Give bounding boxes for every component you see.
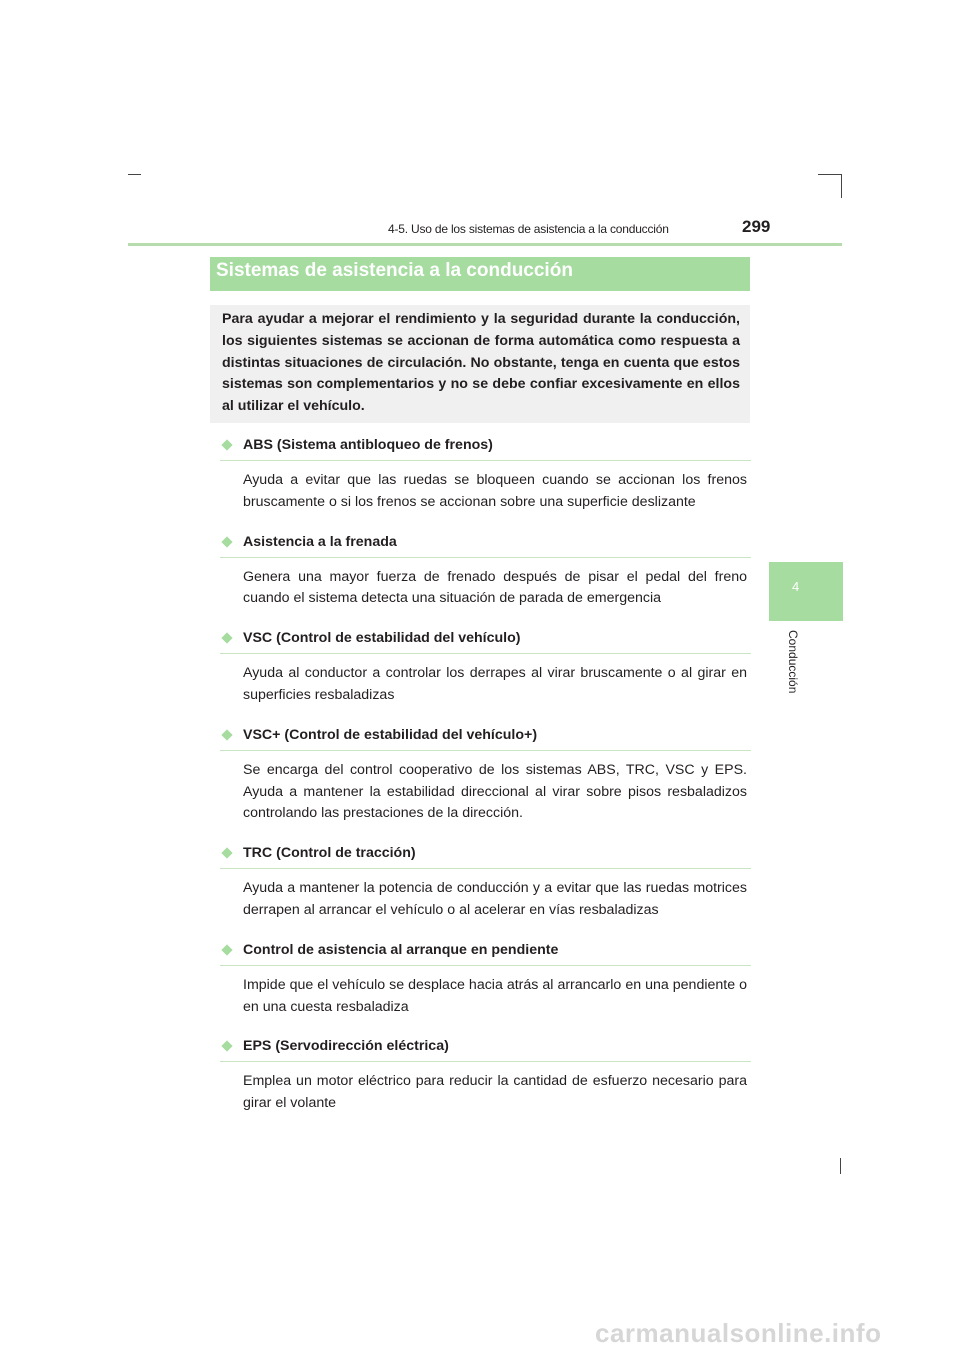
section-title: Sistemas de asistencia a la conducción <box>216 260 573 281</box>
section-label: 4-5. Uso de los sistemas de asistencia a la conducción <box>388 222 669 236</box>
page-number: 299 <box>742 217 771 236</box>
item-heading <box>220 626 751 654</box>
system-item-brake-assist <box>220 530 751 627</box>
crop-mark-top-right-v <box>841 174 842 198</box>
item-title: VSC (Control de estabilidad del vehículo) <box>243 630 521 647</box>
item-title: Control de asistencia al arranque en pendiente <box>243 941 559 958</box>
diamond-bullet-icon <box>221 536 232 547</box>
item-heading <box>220 433 751 461</box>
item-description: Impide que el vehículo se desplace hacia atrás al arrancarlo en una pendiente o en una cuesta resbaladiza <box>243 976 747 1015</box>
system-item-vsc <box>220 626 751 723</box>
item-title: Asistencia a la frenada <box>243 533 397 550</box>
item-description: Genera una mayor fuerza de frenado después de pisar el pedal del freno cuando el sistema detecta una situación de parada de emergencia <box>243 568 747 607</box>
item-description: Ayuda al conductor a controlar los derrapes al virar bruscamente o al girar en superficies resbaladizas <box>243 665 747 703</box>
item-description: Emplea un motor eléctrico para reducir la cantidad de esfuerzo necesario para girar el volante <box>243 1073 747 1112</box>
diamond-bullet-icon <box>221 944 232 955</box>
item-heading <box>220 841 751 869</box>
item-heading <box>220 1034 751 1062</box>
diamond-bullet-icon <box>221 848 232 859</box>
chapter-tab <box>769 562 843 621</box>
item-title: ABS (Sistema antibloqueo de frenos) <box>243 437 493 453</box>
system-item-hill-start-assist <box>220 938 751 1035</box>
item-description: Ayuda a evitar que las ruedas se bloqueen cuando se accionan los frenos bruscamente o si los frenos se accionan sobre una superficie deslizante <box>243 472 747 510</box>
system-item-eps <box>220 1034 751 1131</box>
item-heading <box>220 938 751 966</box>
watermark: carmanualsonline.info <box>595 1318 882 1348</box>
item-title: EPS (Servodirección eléctrica) <box>243 1038 449 1055</box>
item-description: Se encarga del control cooperativo de los sistemas ABS, TRC, VSC y EPS. Ayuda a mantener la estabilidad direccional al virar sobre pisos resbaladizos controlando las prestaciones de la dirección. <box>243 761 747 822</box>
crop-mark-bottom-right <box>840 1158 841 1174</box>
diamond-bullet-icon <box>221 633 232 644</box>
diamond-bullet-icon <box>221 439 232 450</box>
section-title-bar <box>210 257 750 291</box>
item-title: VSC+ (Control de estabilidad del vehículo+) <box>243 726 538 743</box>
diamond-bullet-icon <box>221 1041 232 1052</box>
chapter-number: 4 <box>792 579 800 594</box>
item-heading <box>220 530 751 558</box>
system-item-trc <box>220 841 751 938</box>
crop-mark-top-left <box>128 174 141 175</box>
item-description: Ayuda a mantener la potencia de conducción y a evitar que las ruedas motrices derrapen al arrancar el vehículo o al acelerar en vías resbaladizas <box>243 880 747 918</box>
crop-mark-top-right-h <box>818 174 842 175</box>
intro-text: Para ayudar a mejorar el rendimiento y la seguridad durante la conducción, los siguientes sistemas se accionan de forma automática como respuesta a distintas situaciones de circulación. No obstante, tenga en cuenta que estos sistemas son complementarios y no se debe confiar excesivamente en ellos al utilizar el vehículo. <box>222 311 740 415</box>
system-item-abs <box>220 433 751 530</box>
chapter-label: Conducción <box>786 630 800 694</box>
diamond-bullet-icon <box>221 729 232 740</box>
header-rule <box>128 243 842 246</box>
item-title: TRC (Control de tracción) <box>243 845 416 862</box>
system-item-vsc-plus <box>220 723 751 841</box>
item-heading <box>220 723 751 751</box>
system-list <box>220 433 751 1131</box>
intro-box <box>210 305 750 423</box>
